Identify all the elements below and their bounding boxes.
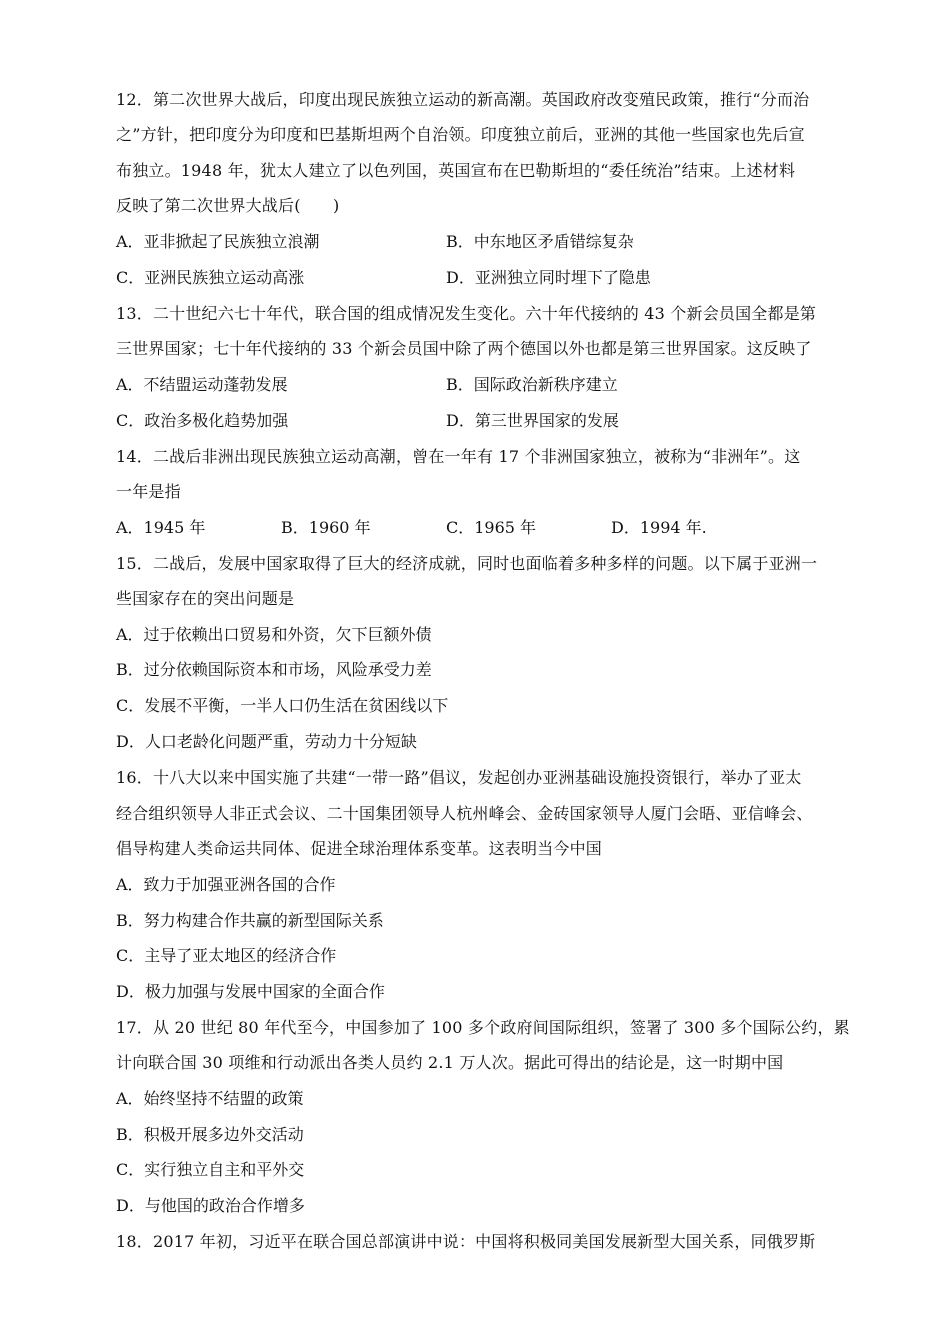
option-c: C．发展不平衡，一半人口仍生活在贫困线以下 bbox=[116, 696, 449, 715]
question-text-line: 13．二十世纪六七十年代，联合国的组成情况发生变化。六十年代接纳的 43 个新会员国全都是第 bbox=[116, 304, 817, 323]
question-text-line: 三世界国家；七十年代接纳的 33 个新会员国中除了两个德国以外也都是第三世界国家。这反映了 bbox=[116, 339, 812, 358]
option-b: B．努力构建合作共赢的新型国际关系 bbox=[116, 911, 384, 930]
question-text-line: 17．从 20 世纪 80 年代至今，中国参加了 100 多个政府间国际组织，签署了 300 多个国际公约，累 bbox=[116, 1018, 850, 1037]
option-b: B．1960 年 bbox=[281, 518, 371, 537]
question-text-line: 12．第二次世界大战后，印度出现民族独立运动的新高潮。英国政府改变殖民政策，推行“分而治 bbox=[116, 90, 810, 109]
option-c: C．亚洲民族独立运动高涨 bbox=[116, 268, 305, 287]
option-d: D．与他国的政治合作增多 bbox=[116, 1196, 305, 1215]
question-text-line: 16．十八大以来中国实施了共建“一带一路”倡议，发起创办亚洲基础设施投资银行，举办了亚太 bbox=[116, 768, 802, 787]
option-d: D．1994 年. bbox=[611, 518, 707, 537]
option-a: A．致力于加强亚洲各国的合作 bbox=[116, 875, 336, 894]
option-b: B．国际政治新秩序建立 bbox=[446, 375, 618, 394]
question-text-line: 倡导构建人类命运共同体、促进全球治理体系变革。这表明当今中国 bbox=[116, 839, 603, 858]
option-b: B．积极开展多边外交活动 bbox=[116, 1125, 304, 1144]
option-a: A．不结盟运动蓬勃发展 bbox=[116, 375, 288, 394]
option-d: D．第三世界国家的发展 bbox=[446, 411, 619, 430]
option-d: D．极力加强与发展中国家的全面合作 bbox=[116, 982, 385, 1001]
question-text-line: 15．二战后，发展中国家取得了巨大的经济成就，同时也面临着多种多样的问题。以下属于亚洲一 bbox=[116, 554, 818, 573]
option-a: A．始终坚持不结盟的政策 bbox=[116, 1089, 304, 1108]
option-c: C．主导了亚太地区的经济合作 bbox=[116, 946, 337, 965]
option-a: A．过于依赖出口贸易和外资，欠下巨额外债 bbox=[116, 625, 432, 644]
question-text-line: 些国家存在的突出问题是 bbox=[116, 589, 295, 608]
question-text-line: 之”方针，把印度分为印度和巴基斯坦两个自治领。印度独立前后，亚洲的其他一些国家也先后宣 bbox=[116, 125, 805, 144]
option-b: B．过分依赖国际资本和市场，风险承受力差 bbox=[116, 660, 432, 679]
question-text-line: 经合组织领导人非正式会议、二十国集团领导人杭州峰会、金砖国家领导人厦门会晤、亚信峰会、 bbox=[116, 804, 813, 823]
question-text-line: 18．2017 年初，习近平在联合国总部演讲中说：中国将积极同美国发展新型大国关系，同俄罗斯 bbox=[116, 1232, 816, 1251]
option-a: A．亚非掀起了民族独立浪潮 bbox=[116, 232, 320, 251]
option-d: D．亚洲独立同时埋下了隐患 bbox=[446, 268, 651, 287]
question-text-line: 14．二战后非洲出现民族独立运动高潮，曾在一年有 17 个非洲国家独立，被称为“非洲年”。这 bbox=[116, 447, 801, 466]
option-b: B．中东地区矛盾错综复杂 bbox=[446, 232, 634, 251]
option-c: C．政治多极化趋势加强 bbox=[116, 411, 289, 430]
option-d: D．人口老龄化问题严重，劳动力十分短缺 bbox=[116, 732, 417, 751]
question-text-line: 布独立。1948 年，犹太人建立了以色列国，英国宣布在巴勒斯坦的“委任统治”结束。上述材料 bbox=[116, 161, 796, 180]
question-text-line: 一年是指 bbox=[116, 482, 181, 501]
question-text-line: 反映了第二次世界大战后( ) bbox=[116, 196, 340, 215]
option-a: A．1945 年 bbox=[116, 518, 206, 537]
option-c: C．实行独立自主和平外交 bbox=[116, 1160, 305, 1179]
question-text-line: 计向联合国 30 项维和行动派出各类人员约 2.1 万人次。据此可得出的结论是，这一时期中国 bbox=[116, 1053, 784, 1072]
option-c: C．1965 年 bbox=[446, 518, 537, 537]
